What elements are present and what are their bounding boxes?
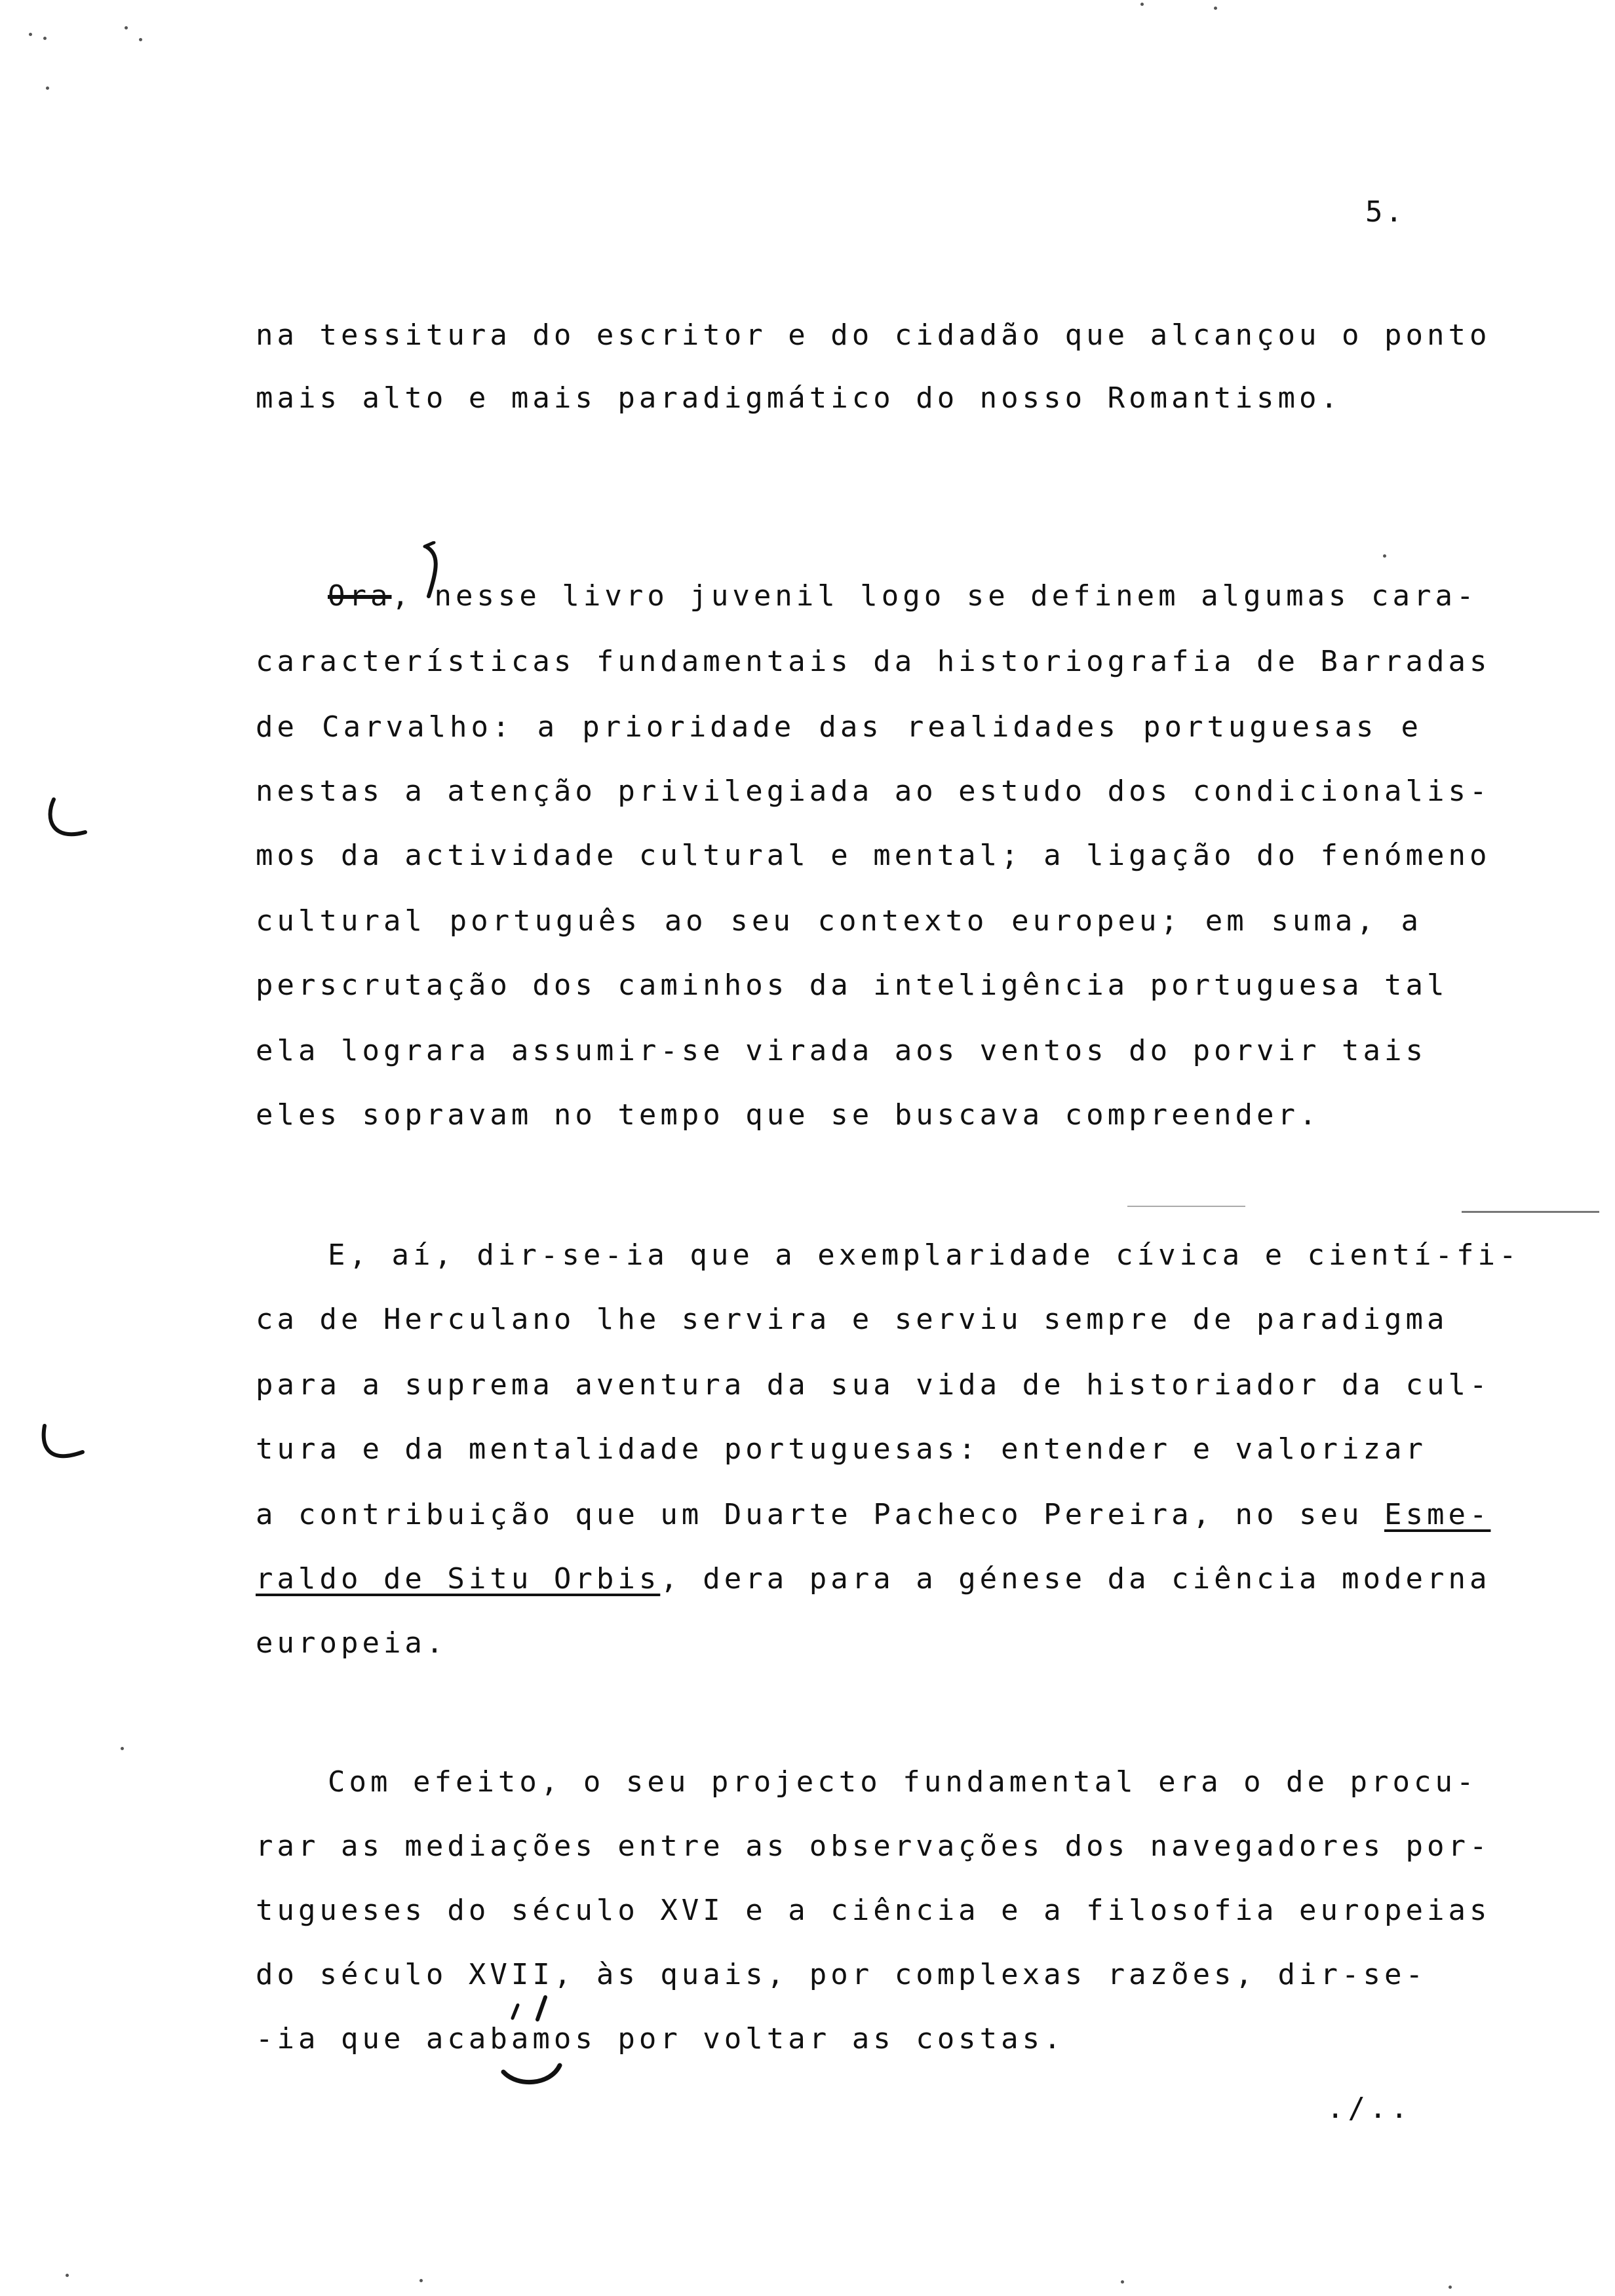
scan-speck [1449, 2286, 1452, 2289]
scan-speck [125, 26, 128, 29]
scan-rule [1127, 1206, 1245, 1207]
text-line: rar as mediações entre as observações dos navegadores por- [256, 1829, 1491, 1863]
text-line: cultural português ao seu contexto europeu; em suma, a [256, 904, 1422, 938]
margin-bracket [39, 786, 98, 852]
text-line: do século XVII, às quais, por complexas razões, dir-se- [256, 1958, 1427, 1991]
text-line: de Carvalho: a prioridade das realidades portuguesas e [256, 710, 1422, 744]
underlined-title: raldo de Situ Orbis [256, 1562, 661, 1596]
underlined-title: Esme- [1384, 1498, 1491, 1531]
line-after: , dera para a génese da ciência moderna [660, 1562, 1491, 1596]
continuation-mark: ./.. [1327, 2092, 1412, 2125]
text-line: ca de Herculano lhe servira e serviu sempre de paradigma [256, 1303, 1449, 1336]
scan-speck [1383, 554, 1386, 558]
handwritten-correction [485, 1992, 577, 2090]
scan-speck [121, 1747, 124, 1750]
text-line: mais alto e mais paradigmático do nosso Romantismo. [256, 381, 1342, 415]
text-line: mos da actividade cultural e mental; a ligação do fenómeno [256, 839, 1491, 872]
text-line: na tessitura do escritor e do cidadão que alcançou o ponto [256, 318, 1491, 352]
struck-word: Ora [328, 579, 392, 613]
text-line: para a suprema aventura da sua vida de historiador da cul- [256, 1368, 1491, 1402]
margin-bracket [33, 1415, 92, 1481]
line-rest: , nesse livro juvenil logo se definem algumas cara- [391, 579, 1478, 613]
text-line: -ia que acabamos por voltar as costas. [256, 2022, 1065, 2056]
text-line: características fundamentais da historiografia de Barradas [256, 645, 1491, 678]
text-line [256, 1559, 1491, 1599]
text-line: Com efeito, o seu projecto fundamental era o de procu- [328, 1765, 1478, 1799]
scan-speck [139, 38, 142, 41]
text-line [256, 1495, 1491, 1535]
text-line: ela lograra assumir-se virada aos ventos do porvir tais [256, 1034, 1427, 1067]
handwritten-caret [419, 541, 459, 600]
text-line: tugueses do século XVI e a ciência e a filosofia europeias [256, 1894, 1491, 1927]
scan-speck [43, 37, 47, 40]
text-line: nestas a atenção privilegiada ao estudo dos condicionalis- [256, 775, 1491, 808]
scan-speck [66, 2274, 69, 2277]
scan-speck [419, 2279, 423, 2282]
text-line: tura e da mentalidade portuguesas: entender e valorizar [256, 1432, 1427, 1466]
text-line: eles sopravam no tempo que se buscava compreender. [256, 1098, 1321, 1132]
line-before: a contribuição que um Duarte Pacheco Pereira, no seu [256, 1498, 1384, 1531]
text-line: E, aí, dir-se-ia que a exemplaridade cívica e cientí-fi- [328, 1238, 1521, 1272]
page-number: 5. [1365, 195, 1405, 229]
scan-speck [46, 86, 49, 90]
scan-speck [1140, 3, 1144, 6]
scan-speck [1121, 2280, 1124, 2284]
text-line: perscrutação dos caminhos da inteligência portuguesa tal [256, 968, 1449, 1002]
scan-rule [1462, 1211, 1599, 1213]
scan-speck [29, 33, 32, 36]
scan-speck [1214, 7, 1217, 10]
text-line: europeia. [256, 1626, 448, 1660]
